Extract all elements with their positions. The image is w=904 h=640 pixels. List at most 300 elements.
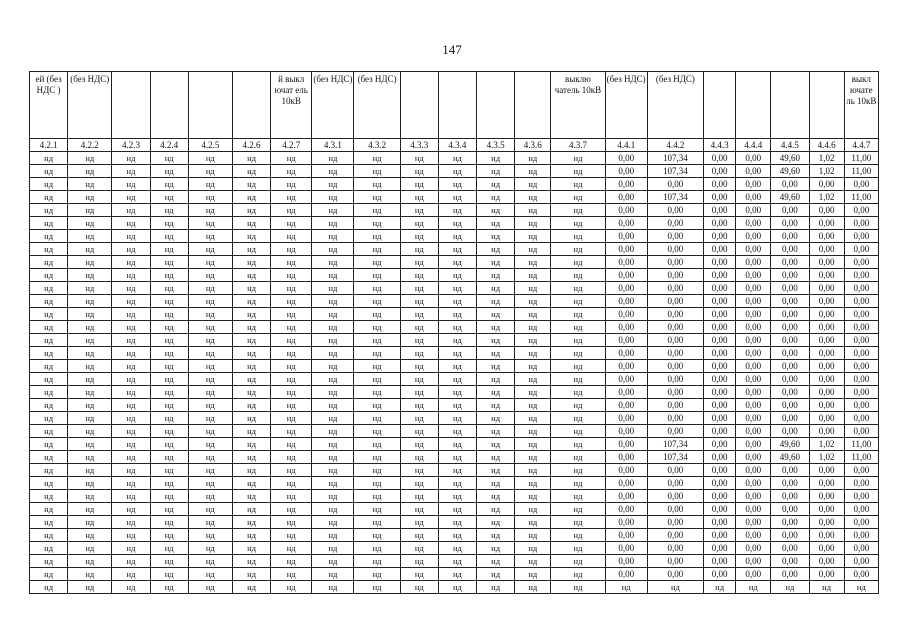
table-cell: нд bbox=[515, 334, 551, 347]
table-cell: нд bbox=[477, 230, 515, 243]
table-cell: 4.3.1 bbox=[312, 139, 354, 152]
table-cell: нд bbox=[477, 373, 515, 386]
table-cell: (без НДС) bbox=[354, 72, 400, 139]
table-cell: нд bbox=[354, 373, 400, 386]
table-cell: нд bbox=[551, 516, 605, 529]
table-cell: нд bbox=[232, 581, 270, 594]
table-cell: нд bbox=[188, 516, 232, 529]
table-cell: 0,00 bbox=[605, 269, 647, 282]
table-cell: нд bbox=[400, 412, 438, 425]
table-cell: нд bbox=[150, 516, 188, 529]
table-cell: нд bbox=[515, 568, 551, 581]
table-cell: 1,02 bbox=[809, 165, 844, 178]
table-cell: нд bbox=[30, 373, 68, 386]
table-cell: нд bbox=[400, 295, 438, 308]
table-cell: нд bbox=[68, 399, 112, 412]
table-cell: нд bbox=[515, 399, 551, 412]
table-cell: 0,00 bbox=[647, 230, 703, 243]
table-cell bbox=[438, 72, 476, 139]
table-cell: нд bbox=[354, 477, 400, 490]
table-cell: нд bbox=[312, 516, 354, 529]
table-cell: 0,00 bbox=[844, 399, 878, 412]
table-cell: нд bbox=[188, 295, 232, 308]
table-cell: нд bbox=[400, 386, 438, 399]
table-cell: 0,00 bbox=[736, 230, 771, 243]
table-cell: нд bbox=[400, 165, 438, 178]
table-cell: нд bbox=[112, 438, 150, 451]
table-cell: нд bbox=[477, 295, 515, 308]
table-cell: нд bbox=[30, 490, 68, 503]
table-cell: нд bbox=[150, 334, 188, 347]
table-cell: нд bbox=[232, 243, 270, 256]
table-cell: нд bbox=[30, 425, 68, 438]
table-cell: 0,00 bbox=[736, 399, 771, 412]
table-cell: нд bbox=[400, 321, 438, 334]
table-cell: нд bbox=[400, 308, 438, 321]
table-cell: нд bbox=[150, 282, 188, 295]
table-cell: 0,00 bbox=[605, 204, 647, 217]
table-header-row bbox=[30, 72, 879, 139]
table-cell: 0,00 bbox=[605, 217, 647, 230]
table-cell: нд bbox=[232, 373, 270, 386]
table-cell: нд bbox=[68, 269, 112, 282]
table-cell: нд bbox=[68, 438, 112, 451]
table-cell: нд bbox=[312, 204, 354, 217]
table-cell: нд bbox=[232, 425, 270, 438]
table-cell: 0,00 bbox=[771, 308, 809, 321]
table-cell: 0,00 bbox=[844, 412, 878, 425]
table-cell: нд bbox=[150, 308, 188, 321]
table-cell: нд bbox=[515, 477, 551, 490]
table-cell: 0,00 bbox=[605, 191, 647, 204]
table-cell: 0,00 bbox=[704, 321, 736, 334]
table-cell: 0,00 bbox=[647, 555, 703, 568]
table-cell: 0,00 bbox=[647, 542, 703, 555]
table-cell: 0,00 bbox=[809, 243, 844, 256]
table-cell: нд bbox=[271, 425, 312, 438]
table-cell: 0,00 bbox=[647, 477, 703, 490]
table-cell: 0,00 bbox=[736, 360, 771, 373]
table-cell: нд bbox=[232, 256, 270, 269]
table-cell: 0,00 bbox=[605, 386, 647, 399]
table-cell: нд bbox=[477, 542, 515, 555]
table-cell: нд bbox=[515, 269, 551, 282]
table-cell: нд bbox=[515, 438, 551, 451]
table-cell: 4.4.2 bbox=[647, 139, 703, 152]
table-cell: нд bbox=[438, 399, 476, 412]
table-cell: нд bbox=[515, 178, 551, 191]
table-cell: 0,00 bbox=[704, 516, 736, 529]
table-cell: нд bbox=[438, 243, 476, 256]
table-cell: нд bbox=[30, 581, 68, 594]
table-cell: 0,00 bbox=[647, 347, 703, 360]
table-cell: 0,00 bbox=[844, 373, 878, 386]
table-cell: 0,00 bbox=[844, 503, 878, 516]
table-cell: нд bbox=[477, 555, 515, 568]
table-cell: 0,00 bbox=[736, 503, 771, 516]
table-cell: нд bbox=[232, 529, 270, 542]
table-cell: нд bbox=[400, 581, 438, 594]
table-cell: нд bbox=[271, 399, 312, 412]
table-cell: нд bbox=[188, 412, 232, 425]
table-row bbox=[30, 282, 879, 295]
table-cell: 0,00 bbox=[809, 204, 844, 217]
table-cell: 0,00 bbox=[704, 373, 736, 386]
table-cell: 107,34 bbox=[647, 152, 703, 165]
table-cell: 0,00 bbox=[771, 230, 809, 243]
table-cell: нд bbox=[438, 477, 476, 490]
table-cell: нд bbox=[477, 282, 515, 295]
table-cell: 0,00 bbox=[844, 386, 878, 399]
table-cell: нд bbox=[551, 152, 605, 165]
table-cell: 0,00 bbox=[647, 308, 703, 321]
table-cell: нд bbox=[438, 516, 476, 529]
table-cell: 0,00 bbox=[704, 399, 736, 412]
table-cell: нд bbox=[188, 542, 232, 555]
table-cell: нд bbox=[271, 464, 312, 477]
table-cell: нд bbox=[477, 516, 515, 529]
table-cell: нд bbox=[312, 178, 354, 191]
table-cell: нд bbox=[188, 191, 232, 204]
table-cell: нд bbox=[68, 191, 112, 204]
table-cell: нд bbox=[551, 360, 605, 373]
table-cell: 0,00 bbox=[605, 503, 647, 516]
table-cell: 11,00 bbox=[844, 451, 878, 464]
table-cell: нд bbox=[438, 282, 476, 295]
table-cell: нд bbox=[354, 269, 400, 282]
table-cell: 0,00 bbox=[809, 360, 844, 373]
table-cell: 0,00 bbox=[704, 451, 736, 464]
table-cell: нд bbox=[551, 321, 605, 334]
table-cell: 0,00 bbox=[844, 529, 878, 542]
table-cell: нд bbox=[438, 503, 476, 516]
table-cell: нд bbox=[354, 165, 400, 178]
table-cell: нд bbox=[515, 256, 551, 269]
table-cell: нд bbox=[438, 347, 476, 360]
table-cell: 49,60 bbox=[771, 152, 809, 165]
table-cell: 0,00 bbox=[844, 230, 878, 243]
table-cell: нд bbox=[68, 451, 112, 464]
table-cell: нд bbox=[477, 256, 515, 269]
table-cell: нд bbox=[232, 490, 270, 503]
table-cell: 0,00 bbox=[704, 477, 736, 490]
table-cell: нд bbox=[400, 204, 438, 217]
table-cell: нд bbox=[551, 581, 605, 594]
table-cell: 0,00 bbox=[844, 477, 878, 490]
table-cell: нд bbox=[188, 477, 232, 490]
table-cell: нд bbox=[515, 165, 551, 178]
table-cell: нд bbox=[354, 178, 400, 191]
table-cell: нд bbox=[232, 165, 270, 178]
table-cell: нд bbox=[438, 438, 476, 451]
table-cell: нд bbox=[551, 178, 605, 191]
table-cell: 0,00 bbox=[844, 555, 878, 568]
table-cell: 4.2.1 bbox=[30, 139, 68, 152]
table-cell: нд bbox=[232, 334, 270, 347]
table-cell: нд bbox=[68, 217, 112, 230]
table-cell: нд bbox=[477, 581, 515, 594]
table-cell bbox=[809, 72, 844, 139]
table-cell: нд bbox=[150, 477, 188, 490]
table-cell: 0,00 bbox=[605, 165, 647, 178]
table-cell: 11,00 bbox=[844, 438, 878, 451]
table-cell: нд bbox=[438, 191, 476, 204]
table-cell: нд bbox=[477, 204, 515, 217]
table-cell: нд bbox=[312, 256, 354, 269]
table-cell: нд bbox=[68, 165, 112, 178]
table-cell: нд bbox=[400, 542, 438, 555]
table-cell: нд bbox=[400, 152, 438, 165]
table-cell: нд bbox=[477, 334, 515, 347]
table-cell: 0,00 bbox=[704, 360, 736, 373]
table-cell: нд bbox=[477, 269, 515, 282]
table-cell: нд bbox=[112, 581, 150, 594]
table-cell: 0,00 bbox=[736, 178, 771, 191]
table-cell: нд bbox=[150, 490, 188, 503]
table-cell: нд bbox=[400, 438, 438, 451]
table-cell: нд bbox=[271, 269, 312, 282]
table-cell: нд bbox=[232, 516, 270, 529]
table-cell: 0,00 bbox=[771, 269, 809, 282]
table-cell: нд bbox=[150, 438, 188, 451]
table-cell: нд bbox=[515, 412, 551, 425]
table-cell: 0,00 bbox=[704, 178, 736, 191]
table-cell: нд bbox=[30, 321, 68, 334]
table-cell: нд bbox=[30, 542, 68, 555]
table-cell: нд bbox=[150, 386, 188, 399]
table-cell: нд bbox=[271, 568, 312, 581]
table-cell: нд bbox=[438, 386, 476, 399]
table-cell: нд bbox=[354, 256, 400, 269]
table-row bbox=[30, 425, 879, 438]
table-cell: нд bbox=[354, 282, 400, 295]
table-cell: 4.2.3 bbox=[112, 139, 150, 152]
table-cell: 0,00 bbox=[809, 321, 844, 334]
table-cell: нд bbox=[312, 243, 354, 256]
table-cell: 0,00 bbox=[605, 230, 647, 243]
table-cell: 0,00 bbox=[736, 373, 771, 386]
table-cell: нд bbox=[312, 295, 354, 308]
table-cell: 0,00 bbox=[809, 256, 844, 269]
table-cell: 0,00 bbox=[605, 555, 647, 568]
table-cell: 49,60 bbox=[771, 438, 809, 451]
table-cell: 4.3.3 bbox=[400, 139, 438, 152]
table-cell: 0,00 bbox=[736, 308, 771, 321]
table-cell: нд bbox=[515, 464, 551, 477]
table-cell: 0,00 bbox=[704, 529, 736, 542]
table-row bbox=[30, 399, 879, 412]
table-cell: 4.2.2 bbox=[68, 139, 112, 152]
table-cell: нд bbox=[30, 269, 68, 282]
table-cell: нд bbox=[400, 529, 438, 542]
table-cell: нд bbox=[112, 477, 150, 490]
table-cell: нд bbox=[515, 152, 551, 165]
table-cell: 0,00 bbox=[809, 568, 844, 581]
table-cell: нд bbox=[354, 555, 400, 568]
table-cell: 4.2.7 bbox=[271, 139, 312, 152]
table-cell: нд bbox=[477, 438, 515, 451]
table-cell: нд bbox=[112, 386, 150, 399]
table-cell: нд bbox=[68, 542, 112, 555]
table-cell: 0,00 bbox=[771, 477, 809, 490]
table-cell: нд bbox=[68, 516, 112, 529]
table-cell: нд bbox=[551, 191, 605, 204]
table-cell: 107,34 bbox=[647, 451, 703, 464]
table-cell: нд bbox=[704, 581, 736, 594]
table-cell: нд bbox=[515, 529, 551, 542]
table-cell: 0,00 bbox=[605, 282, 647, 295]
table-cell: 0,00 bbox=[736, 425, 771, 438]
table-cell: нд bbox=[112, 451, 150, 464]
table-cell: 0,00 bbox=[844, 243, 878, 256]
table-cell: нд bbox=[809, 581, 844, 594]
table-cell: нд bbox=[400, 425, 438, 438]
table-cell: нд bbox=[150, 204, 188, 217]
table-cell: нд bbox=[150, 464, 188, 477]
table-cell: нд bbox=[354, 490, 400, 503]
table-cell: нд bbox=[68, 529, 112, 542]
table-cell: 0,00 bbox=[809, 399, 844, 412]
table-row bbox=[30, 256, 879, 269]
table-cell: 0,00 bbox=[704, 425, 736, 438]
table-cell: 0,00 bbox=[647, 269, 703, 282]
table-cell: нд bbox=[438, 555, 476, 568]
table-cell: нд bbox=[515, 503, 551, 516]
table-cell: нд bbox=[312, 399, 354, 412]
table-cell: нд bbox=[150, 178, 188, 191]
table-cell: нд bbox=[438, 360, 476, 373]
table-cell: нд bbox=[30, 529, 68, 542]
table-cell: 11,00 bbox=[844, 165, 878, 178]
table-cell: 0,00 bbox=[809, 503, 844, 516]
table-cell: 0,00 bbox=[844, 204, 878, 217]
table-cell: 0,00 bbox=[704, 165, 736, 178]
table-cell: нд bbox=[112, 243, 150, 256]
table-cell: 0,00 bbox=[704, 555, 736, 568]
table-cell: 0,00 bbox=[809, 464, 844, 477]
table-cell: 0,00 bbox=[605, 529, 647, 542]
table-cell: нд bbox=[354, 425, 400, 438]
table-cell: 0,00 bbox=[605, 490, 647, 503]
table-cell: нд bbox=[551, 503, 605, 516]
table-cell: нд bbox=[477, 152, 515, 165]
table-cell: 0,00 bbox=[647, 373, 703, 386]
table-cell: нд bbox=[188, 373, 232, 386]
table-cell: 0,00 bbox=[809, 386, 844, 399]
table-cell: нд bbox=[438, 490, 476, 503]
table-cell: 0,00 bbox=[809, 412, 844, 425]
table-cell: 0,00 bbox=[647, 412, 703, 425]
table-cell: 0,00 bbox=[736, 438, 771, 451]
table-cell: 0,00 bbox=[605, 334, 647, 347]
table-row bbox=[30, 178, 879, 191]
table-cell: нд bbox=[188, 555, 232, 568]
table-cell: 0,00 bbox=[647, 529, 703, 542]
table-cell: 0,00 bbox=[844, 425, 878, 438]
table-cell: нд bbox=[551, 555, 605, 568]
table-row bbox=[30, 555, 879, 568]
table-cell: нд bbox=[30, 555, 68, 568]
table-cell: 1,02 bbox=[809, 438, 844, 451]
table-cell: нд bbox=[188, 178, 232, 191]
table-cell: 0,00 bbox=[736, 243, 771, 256]
table-cell: 0,00 bbox=[736, 490, 771, 503]
table-cell: нд bbox=[312, 360, 354, 373]
table-cell: нд bbox=[438, 529, 476, 542]
table-cell: нд bbox=[354, 204, 400, 217]
table-cell: нд bbox=[515, 243, 551, 256]
table-cell: нд bbox=[477, 191, 515, 204]
table-cell: нд bbox=[647, 581, 703, 594]
table-cell: нд bbox=[515, 295, 551, 308]
table-cell: нд bbox=[68, 282, 112, 295]
table-cell: нд bbox=[188, 581, 232, 594]
table-cell: нд bbox=[68, 178, 112, 191]
table-cell: 0,00 bbox=[771, 373, 809, 386]
table-cell: 0,00 bbox=[844, 217, 878, 230]
table-cell: нд bbox=[400, 269, 438, 282]
table-cell: нд bbox=[354, 529, 400, 542]
table-cell: 0,00 bbox=[736, 165, 771, 178]
table-cell: нд bbox=[68, 321, 112, 334]
table-cell: нд bbox=[112, 295, 150, 308]
table-cell: 0,00 bbox=[647, 243, 703, 256]
table-cell: 0,00 bbox=[736, 295, 771, 308]
table-cell: нд bbox=[312, 282, 354, 295]
table-cell: нд bbox=[312, 581, 354, 594]
table-cell: нд bbox=[515, 230, 551, 243]
table-cell: нд bbox=[354, 503, 400, 516]
table-cell: нд bbox=[30, 464, 68, 477]
table-cell: нд bbox=[30, 568, 68, 581]
table-cell: нд bbox=[30, 256, 68, 269]
table-cell: нд bbox=[68, 490, 112, 503]
table-cell: нд bbox=[354, 243, 400, 256]
table-cell: нд bbox=[68, 581, 112, 594]
table-cell: 0,00 bbox=[647, 386, 703, 399]
table-cell: (без НДС) bbox=[312, 72, 354, 139]
table-cell: нд bbox=[112, 204, 150, 217]
table-cell: нд bbox=[312, 321, 354, 334]
table-cell: 0,00 bbox=[704, 503, 736, 516]
table-cell: нд bbox=[30, 295, 68, 308]
table-cell: нд bbox=[438, 230, 476, 243]
table-cell: 0,00 bbox=[704, 191, 736, 204]
table-cell: нд bbox=[30, 165, 68, 178]
table-cell: нд bbox=[188, 568, 232, 581]
table-cell: нд bbox=[188, 399, 232, 412]
table-cell: 0,00 bbox=[704, 152, 736, 165]
table-cell: нд bbox=[232, 282, 270, 295]
table-cell: нд bbox=[354, 438, 400, 451]
table-cell: нд bbox=[68, 503, 112, 516]
table-cell: нд bbox=[112, 282, 150, 295]
table-cell: нд bbox=[477, 490, 515, 503]
table-cell: нд bbox=[400, 217, 438, 230]
table-cell: 0,00 bbox=[809, 347, 844, 360]
table-cell: 0,00 bbox=[704, 230, 736, 243]
table-cell: 0,00 bbox=[809, 425, 844, 438]
table-cell: нд bbox=[551, 477, 605, 490]
table-cell: нд bbox=[188, 490, 232, 503]
table-cell: нд bbox=[271, 191, 312, 204]
table-cell: 0,00 bbox=[771, 360, 809, 373]
table-cell: 0,00 bbox=[771, 412, 809, 425]
table-cell: нд bbox=[400, 451, 438, 464]
table-cell: нд bbox=[188, 282, 232, 295]
table-cell: нд bbox=[112, 464, 150, 477]
table-cell: 0,00 bbox=[736, 347, 771, 360]
